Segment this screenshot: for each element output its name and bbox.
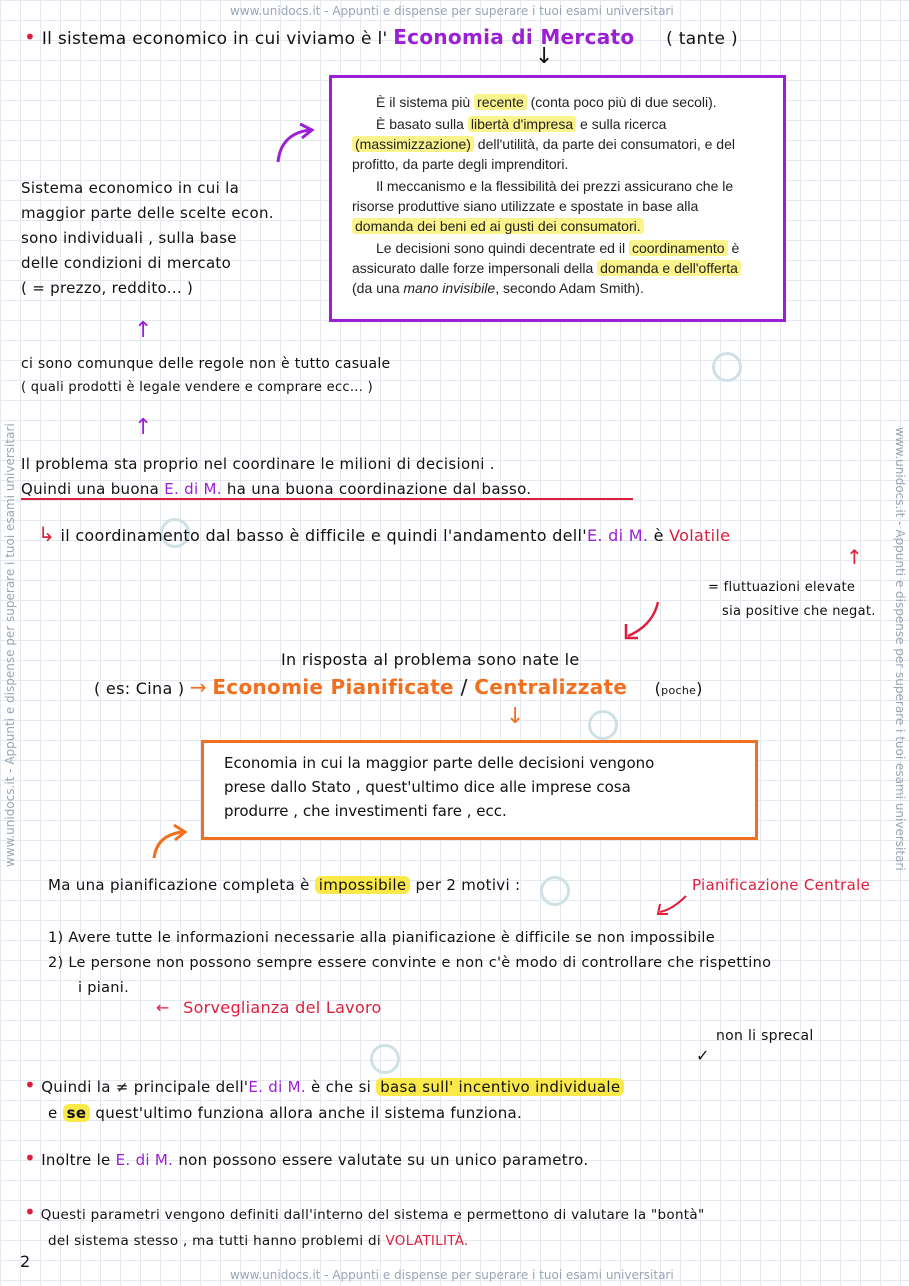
sorveglianza-note: ← Sorveglianza del Lavoro <box>156 998 382 1017</box>
right-arrow-icon: → <box>189 675 207 699</box>
bullet-icon: • <box>24 1073 37 1097</box>
up-arrow-icon: ↑ <box>134 318 153 343</box>
bullet-volatilita: • Questi parametri vengono definiti dall'interno del sistema e permettono di valutare la "bontà" del sistema stesso , ma tutti hanno problemi di VOLATILITÀ. <box>24 1200 705 1249</box>
curved-arrow-icon <box>618 598 664 642</box>
pianificazione-centrale-tag: Pianificazione Centrale <box>692 876 871 894</box>
non-li-sprecano-note: non li sprecal <box>716 1028 814 1044</box>
bullet-icon: • <box>24 25 37 49</box>
motivi-list: 1) Avere tutte le informazioni necessarie alla pianificazione è difficile se non impossibile 2) Le persone non possono sempre essere convinte e non c'è modo di controllare che rispettino i piani. <box>48 930 772 996</box>
watermark-right: www.unidocs.it - Appunti e dispense per superare i tuoi esami universitari <box>893 427 907 871</box>
coordinamento-line: ↳ il coordinamento dal basso è difficile e quindi l'andamento dell'E. di M. è Volatile <box>38 522 731 546</box>
bullet-incentivo: • Quindi la ≠ principale dell'E. di M. è che si basa sull' incentivo individuale e se quest'ultimo funziona allora anche il sistema funziona. <box>24 1074 624 1126</box>
page-number: 2 <box>20 1252 31 1271</box>
regole-note: ci sono comunque delle regole non è tutto casuale ( quali prodotti è legale vendere e comprare ecc... ) <box>21 356 391 395</box>
watermark-left: www.unidocs.it - Appunti e dispense per superare i tuoi esami universitari <box>3 423 17 867</box>
unidocs-logo-icon <box>540 876 570 906</box>
economia-di-mercato-title: Economia di Mercato <box>393 25 635 49</box>
pianificate-intro: In risposta al problema sono nate le <box>281 650 580 669</box>
watermark-bottom: www.unidocs.it - Appunti e dispense per superare i tuoi esami universitari <box>230 1268 674 1282</box>
problema-note: Il problema sta proprio nel coordinare le milioni di decisioni . Quindi una buona E. di M. ha una buona coordinazione dal basso. <box>21 455 532 498</box>
curved-arrow-icon <box>654 892 690 918</box>
bullet-icon: • <box>24 1200 37 1224</box>
fluttuazioni-note: = fluttuazioni elevate sia positive che negat. <box>708 580 876 619</box>
curved-arrow-icon <box>270 122 320 166</box>
up-arrow-icon: ↑ <box>134 415 153 440</box>
down-arrow-icon: ↓ <box>535 44 554 69</box>
unidocs-logo-icon <box>370 1044 400 1074</box>
curved-arrow-icon <box>148 822 192 862</box>
side-note: Sistema economico in cui la maggior parte delle scelte econ. sono individuali , sulla base delle condizioni di mercato ( = prezzo, reddito... ) <box>21 179 274 297</box>
intro-line: • Il sistema economico in cui viviamo è l' Economia di Mercato ( tante ) <box>24 25 738 49</box>
economia-mercato-definition-box: È il sistema più recente (conta poco più di due secoli). È basato sulla libertà d'impresa e sulla ricerca (massimizzazione) dell'utilità, da parte dei consumatori, e del profitto, da parte degli imprenditori. Il meccanismo e la flessibilità dei prezzi assicurano che le risorse produttive siano utilizzate e spostate in base alla domanda dei beni ed ai gusti dei consumatori. Le decisioni sono quindi decentrate ed il coordinamento è assicurato dalle forze impersonali della domanda e dell'offerta (da una mano invisibile, secondo Adam Smith). <box>329 75 786 322</box>
red-underline <box>21 498 633 500</box>
economia-pianificata-definition-box: Economia in cui la maggior parte delle decisioni vengono prese dallo Stato , quest'ultimo dice alle imprese cosa produrre , che investimenti fare , ecc. <box>201 740 758 840</box>
watermark-top: www.unidocs.it - Appunti e dispense per superare i tuoi esami universitari <box>230 4 674 18</box>
bullet-icon: • <box>24 1146 37 1170</box>
pianificate-line: ( es: Cina ) → Economie Pianificate / Centralizzate (poche) <box>94 675 703 699</box>
unidocs-logo-icon <box>712 352 742 382</box>
bullet-parametro: • Inoltre le E. di M. non possono essere valutate su un unico parametro. <box>24 1146 589 1170</box>
unidocs-logo-icon <box>588 710 618 740</box>
hook-arrow-icon: ↳ <box>38 522 56 546</box>
down-arrow-icon: ↓ <box>506 704 525 729</box>
left-arrow-icon: ← <box>156 998 170 1017</box>
up-arrow-icon: ↑ <box>846 545 863 569</box>
impossibile-line: Ma una pianificazione completa è impossibile per 2 motivi : <box>48 876 521 894</box>
check-icon: ✓ <box>696 1046 710 1065</box>
